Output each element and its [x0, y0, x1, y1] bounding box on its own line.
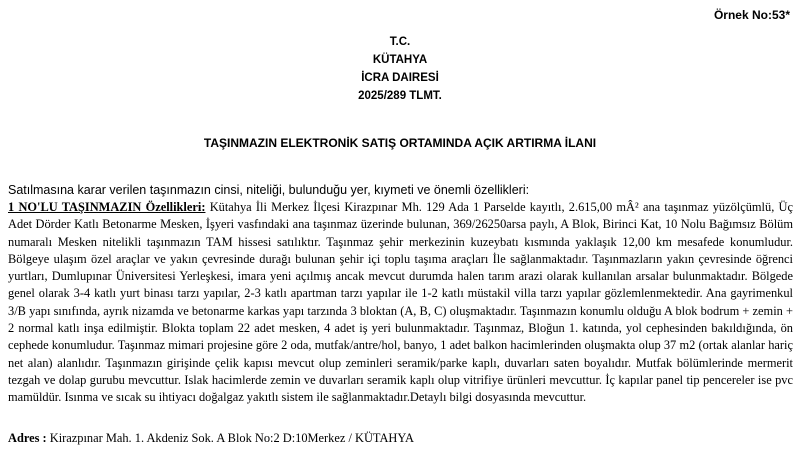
header-line-office: İCRA DAIRESİ — [361, 72, 439, 84]
notice-title: TAŞINMAZIN ELEKTRONİK SATIŞ ORTAMINDA AÇIK ARTIRMA İLANI — [203, 136, 597, 150]
header-line-city: KÜTAHYA — [372, 54, 428, 66]
intro-text: Satılmasına karar verilen taşınmazın cinsi, niteliği, bulunduğu yer, kıymeti ve önemli özellikleri: — [8, 183, 530, 197]
header-line-file-no: 2025/289 TLMT. — [358, 90, 442, 102]
sample-number: Örnek No:53* — [713, 8, 790, 22]
office-header — [0, 33, 800, 105]
address-value: Kirazpınar Mah. 1. Akdeniz Sok. A Blok No:2 D:10Merkez / KÜTAHYA — [46, 431, 414, 445]
property-description — [8, 199, 793, 407]
address-line — [8, 431, 793, 446]
property-label: 1 NO'LU TAŞINMAZIN Özellikleri: — [8, 200, 206, 214]
property-details: Kütahya İli Merkez İlçesi Kirazpınar Mh. 129 Ada 1 Parselde kayıtlı, 2.615,00 mÂ² ana taşınmaz yüzölçümlü, Üç Adet Dörder Katlı Betonarme Mesken, İşyeri vasfındaki ana taşınmaz üzerinde bulunan, 369/26250arsa paylı, A Blok, Birinci Kat, 10 Nolu Bağımsız Bölüm numaralı Mesken nitelikli taşınmazın TAM hissesi satılıktır. Taşınmaz şehir merkezinin kuzeybatı kısmında yaklaşık 12,00 km mesafede konumludur. Bölgeye ulaşım özel araçlar ve yakın çevresinde durağı bulunan şehir içi toplu taşıma araçları İle sağlanmaktadır. Taşınmazların yakın çevresinde öğrenci yurtları, Dumlupınar Üniversitesi Yerleşkesi, imara yeni açılmış ancak mevcut durumda halen tarım arazi olarak kullanılan arsalar bulunmaktadır. Bölgede genel olarak 3-4 katlı yurt binası tarzı yapılar, 2-3 katlı apartman tarzı yapılar ile 1-2 katlı müstakil villa tarzı yapılar gözlemlenmektedir. Ana gayrimenkul 3/B yapı sınıfında, ayrık nizamda ve betonarme karkas yapı tarzında 3 bloktan (A, B, C) oluşmaktadır. Taşınmazın konumlu olduğu A blok bodrum + zemin + 2 normal katlı inşa edilmiştir. Blokta toplam 22 adet mesken, 4 adet iş yeri bulunmaktadır. Taşınmaz, Bloğun 1. katında, yol cephesinden bakıldığında, ön cephede konumludur. Taşınmaz mimari projesine göre 2 oda, mutfak/antre/hol, banyo, 1 adet balkon hacimlerinden oluşmakta olup 37 m2 (ortak alanlar hariç net alan) alanlıdır. Taşınmazın girişinde çelik kapısı mevcut olup zeminleri seramik/parke kaplı, duvarları saten boyalıdır. Mutfak bölümlerinde mermerit tezgah ve dolap gurubu mevcuttur. Islak hacimlerde zemin ve duvarları seramik kaplı olup vitrifiye ürünleri mevcuttur. İç kapılar panel tip pencereler ise pvc mamüldür. Isınma ve sıcak su ihtiyacı doğalgaz yakıtlı sistem ile sağlanmaktadır.Detaylı bilgi dosyasında mevcuttur. — [8, 200, 793, 405]
address-label: Adres : — [8, 431, 47, 445]
header-line-tc: T.C. — [389, 36, 411, 48]
